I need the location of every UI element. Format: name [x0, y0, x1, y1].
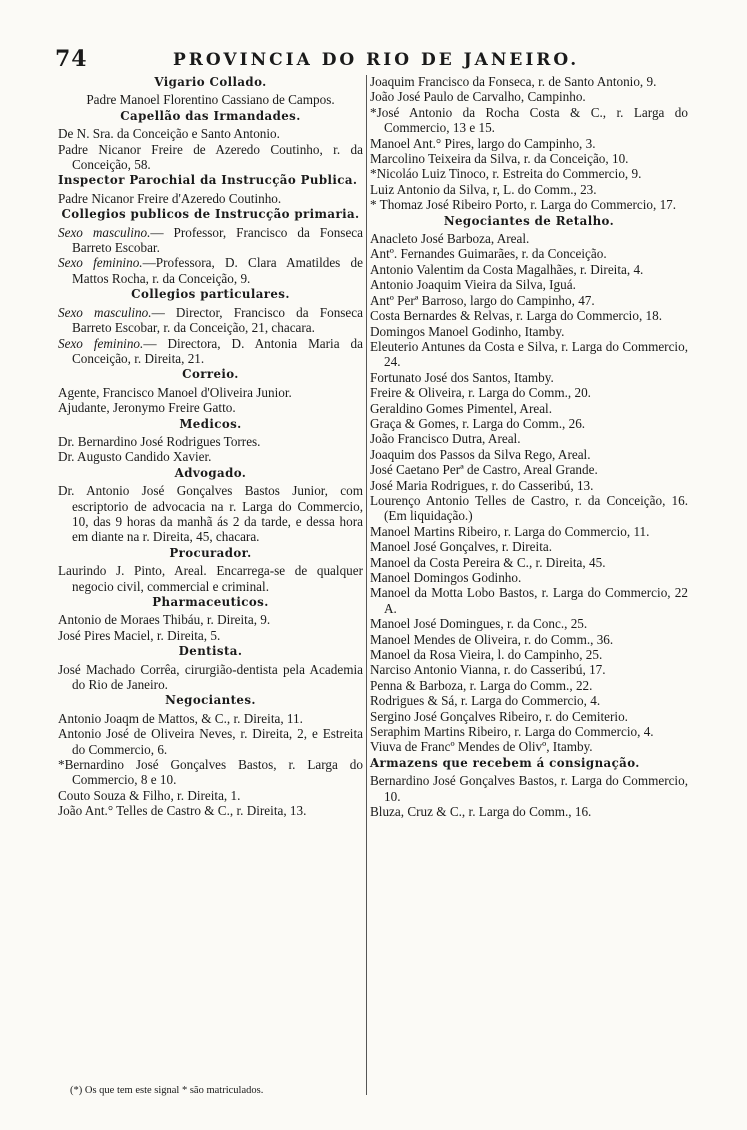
list-item: Couto Souza & Filho, r. Direita, 1.	[58, 787, 241, 803]
list-item: José Machado Corrêa, cirurgião-dentista pela Academia do Rio de Janeiro.	[58, 661, 363, 693]
list-item: Dr. Bernardino José Rodrigues Torres.	[58, 433, 261, 449]
list-item: Antº. Fernandes Guimarães, r. da Conceição.	[370, 246, 607, 262]
list-item: Sergino José Gonçalves Ribeiro, r. do Cemiterio.	[370, 708, 628, 724]
section-heading: Collegios publicos de Instrucção primaria.	[61, 207, 360, 222]
list-item: Bluza, Cruz & C., r. Larga do Comm., 16.	[370, 804, 592, 820]
section-heading: Inspector Parochial da Instrucção Publica.	[58, 173, 358, 188]
list-item	[58, 225, 363, 256]
entry-label: Sexo feminino.	[58, 255, 143, 271]
list-item: Joaquim Francisco da Fonseca, r. de Santo Antonio, 9.	[370, 74, 657, 89]
list-item: José Pires Maciel, r. Direita, 5.	[58, 627, 221, 643]
list-item: Luiz Antonio da Silva, r, L. do Comm., 23.	[370, 181, 597, 197]
right-column	[370, 74, 688, 820]
section-heading: Dentista.	[178, 644, 243, 659]
entry-label: Sexo masculino.	[58, 304, 152, 320]
list-item: Dr. Augusto Candido Xavier.	[58, 449, 212, 465]
list-item: Manoel José Gonçalves, r. Direita.	[370, 539, 553, 555]
list-item: Lourenço Antonio Telles de Castro, r. da Conceição, 16. (Em liquidação.)	[370, 492, 688, 524]
list-item: Laurindo J. Pinto, Areal. Encarrega-se de qualquer negocio civil, commercial e criminal.	[58, 563, 363, 594]
list-item: Fortunato José dos Santos, Itamby.	[370, 369, 554, 385]
list-item: Manoel da Costa Pereira & C., r. Direita, 45.	[370, 554, 606, 570]
list-item: José Caetano Perª de Castro, Areal Grande.	[370, 462, 598, 478]
list-item: Marcolino Teixeira da Silva, r. da Conceição, 10.	[370, 151, 629, 167]
left-column	[58, 74, 363, 819]
list-item: Padre Manoel Florentino Cassiano de Campos.	[86, 92, 335, 108]
entry-text: — Directora, D. Antonia Maria da Conceição, r. Direita, 21.	[72, 335, 363, 366]
list-item: Manoel Ant.° Pires, largo do Campinho, 3.	[370, 135, 596, 151]
section-heading: Negociantes.	[165, 693, 256, 708]
list-item: João Ant.° Telles de Castro & C., r. Direita, 13.	[58, 803, 307, 819]
list-item: Geraldino Gomes Pimentel, Areal.	[370, 400, 553, 416]
list-item: Agente, Francisco Manoel d'Oliveira Junior.	[58, 384, 292, 400]
list-item: Viuva de Francº Mendes de Olivº, Itamby.	[370, 739, 593, 755]
list-item: Antº Perª Barroso, largo do Campinho, 47.	[370, 292, 595, 308]
list-item: Eleuterio Antunes da Costa e Silva, r. Larga do Commercio, 24.	[370, 338, 688, 370]
list-item: *José Antonio da Rocha Costa & C., r. Larga do Commercio, 13 e 15.	[370, 104, 688, 136]
list-item: Antonio Valentim da Costa Magalhães, r. Direita, 4.	[370, 261, 644, 277]
list-item	[58, 336, 363, 367]
list-item: Antonio de Moraes Thibáu, r. Direita, 9.	[58, 612, 271, 628]
section-heading: Advogado.	[174, 465, 247, 480]
list-item: De N. Sra. da Conceição e Santo Antonio.	[58, 126, 280, 142]
section-heading: Correio.	[182, 367, 239, 382]
list-item: Anacleto José Barboza, Areal.	[370, 231, 530, 247]
list-item: Joaquim dos Passos da Silva Rego, Areal.	[370, 446, 591, 462]
page-header	[55, 46, 685, 74]
section-heading: Capellão das Irmandades.	[120, 108, 301, 123]
list-item: Seraphim Martins Ribeiro, r. Larga do Commercio, 4.	[370, 724, 654, 740]
list-item: * Thomaz José Ribeiro Porto, r. Larga do Commercio, 17.	[370, 197, 677, 213]
list-item: Manoel da Motta Lobo Bastos, r. Larga do Commercio, 22 A.	[370, 585, 688, 616]
list-item: *Bernardino José Gonçalves Bastos, r. Larga do Commercio, 8 e 10.	[58, 757, 363, 788]
list-item: Padre Nicanor Freire d'Azeredo Coutinho.	[58, 190, 282, 206]
list-item: Manoel Domingos Godinho.	[370, 570, 522, 585]
entry-label: Sexo masculino.	[58, 224, 151, 240]
list-item: José Maria Rodrigues, r. do Casseribú, 13.	[370, 477, 594, 493]
list-item: João José Paulo de Carvalho, Campinho.	[370, 89, 586, 105]
entry-label: Sexo feminino.	[58, 335, 144, 351]
list-item	[58, 305, 363, 336]
list-item: Manoel da Rosa Vieira, l. do Campinho, 25.	[370, 647, 603, 663]
list-item: Costa Bernardes & Relvas, r. Larga do Commercio, 18.	[370, 308, 663, 324]
list-item: Antonio Joaquim Vieira da Silva, Iguá.	[370, 277, 576, 293]
section-heading: Armazens que recebem á consignação.	[370, 755, 640, 770]
section-heading: Procurador.	[169, 545, 252, 560]
entry-text: — Professor, Francisco da Fonseca Barreto Escobar.	[72, 224, 364, 256]
list-item: Antonio Joaqm de Mattos, & C., r. Direita, 11.	[58, 710, 303, 726]
list-item: Manoel Martins Ribeiro, r. Larga do Commercio, 11.	[370, 523, 650, 539]
section-heading: Collegios particulares.	[131, 287, 290, 302]
list-item: Ajudante, Jeronymo Freire Gatto.	[58, 400, 236, 416]
list-item: João Francisco Dutra, Areal.	[370, 431, 521, 447]
page-title: PROVINCIA DO RIO DE JANEIRO.	[173, 50, 580, 70]
section-heading: Medicos.	[179, 416, 242, 431]
list-item: Dr. Antonio José Gonçalves Bastos Junior, com escriptorio de advocacia na r. Larga do Commercio, 10, das 9 horas da manhã ás 2 da tarde, e dessa hora em diante na r. Direita, 45, chacara.	[58, 483, 363, 545]
list-item: Freire & Oliveira, r. Larga do Comm., 20.	[370, 385, 591, 401]
section-heading: Negociantes de Retalho.	[443, 213, 615, 228]
list-item: Rodrigues & Sá, r. Larga do Commercio, 4.	[370, 693, 601, 709]
list-item: Narciso Antonio Vianna, r. do Casseribú, 17.	[370, 662, 606, 678]
list-item: Manoel Mendes de Oliveira, r. do Comm., 36.	[370, 631, 614, 647]
footnote: (*) Os que tem este signal * são matriculados.	[70, 1085, 264, 1096]
section-heading: Vigario Collado.	[154, 75, 267, 89]
list-item: Graça & Gomes, r. Larga do Comm., 26.	[370, 415, 586, 431]
list-item: Manoel José Domingues, r. da Conc., 25.	[370, 616, 588, 632]
list-item: Domingos Manoel Godinho, Itamby.	[370, 323, 565, 339]
section-heading: Pharmaceuticos.	[152, 595, 269, 609]
list-item: Padre Nicanor Freire de Azeredo Coutinho, r. da Conceição, 58.	[58, 141, 363, 173]
entry-text: — Director, Francisco da Fonseca Barreto Escobar, r. da Conceição, 21, chacara.	[72, 304, 363, 336]
list-item: Antonio José de Oliveira Neves, r. Direita, 2, e Estreita do Commercio, 6.	[58, 726, 363, 757]
list-item: Bernardino José Gonçalves Bastos, r. Larga do Commercio, 10.	[370, 773, 688, 804]
page-number: 74	[55, 46, 88, 72]
list-item: *Nicoláo Luiz Tinoco, r. Estreita do Commercio, 9.	[370, 166, 642, 182]
list-item	[58, 255, 363, 286]
list-item: Penna & Barboza, r. Larga do Comm., 22.	[370, 677, 593, 693]
entry-text: —Professora, D. Clara Amatildes de Mattos Rocha, r. da Conceição, 9.	[72, 255, 363, 286]
column-divider	[366, 75, 367, 1095]
